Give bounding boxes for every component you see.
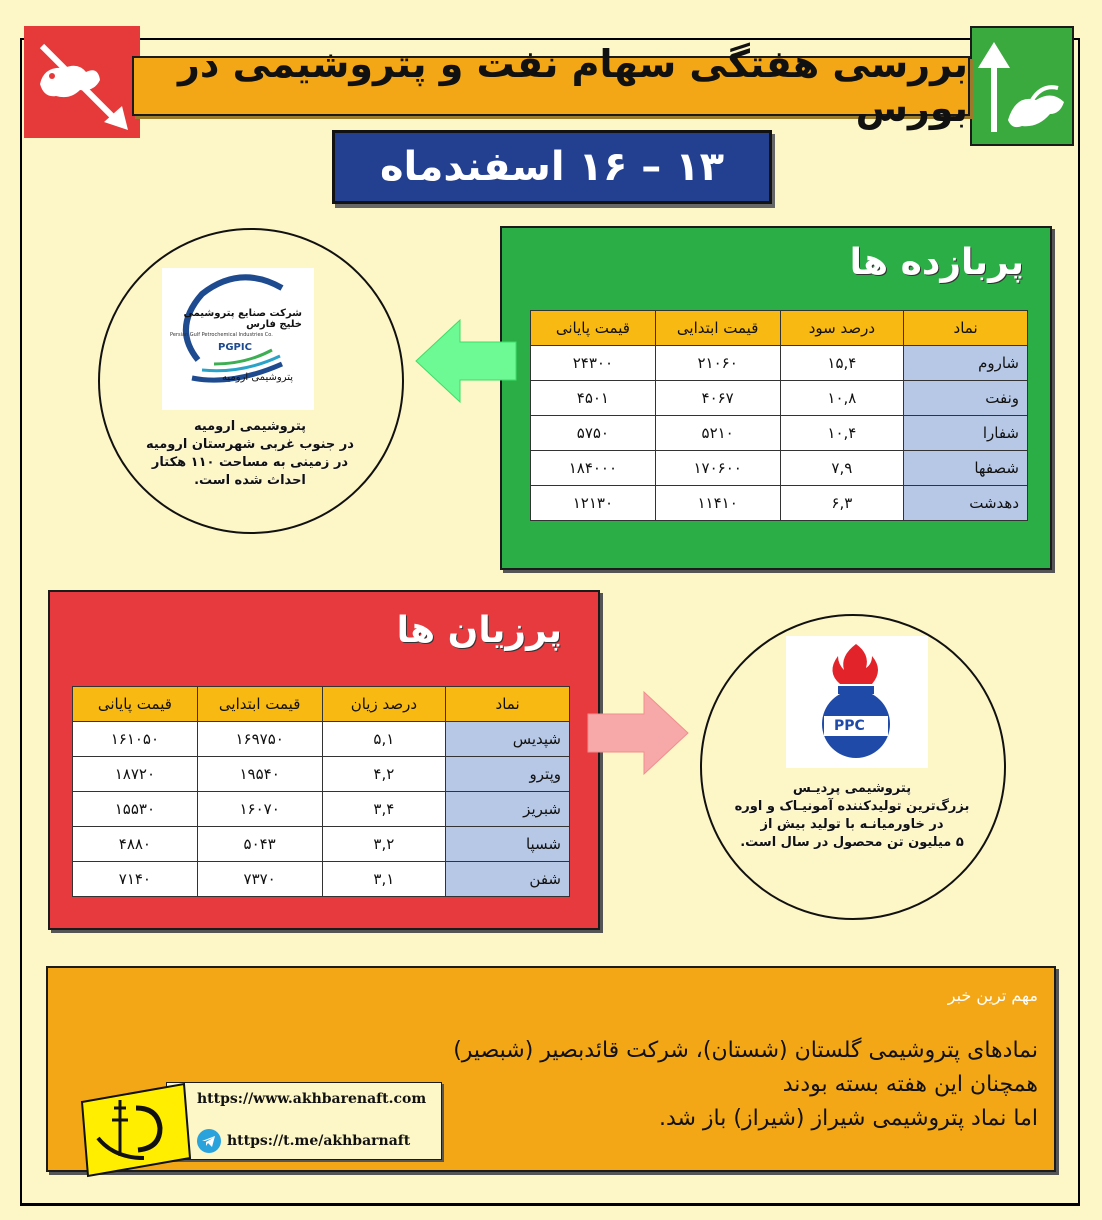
akhbarenaft-logo (74, 1078, 194, 1178)
table-row (73, 757, 570, 792)
gainers-title: پربازده ها (849, 242, 1024, 283)
cell-start-price: ۵۲۱۰ (655, 416, 780, 451)
column-header-symbol: نماد (446, 687, 570, 722)
date-range-bar (332, 130, 772, 204)
news-line: نمادهای پتروشیمی گلستان (شستان)، شرکت قائدبصیر (شبصیر) (453, 1038, 1038, 1063)
pgpic-logo-abbr: PGPIC (218, 342, 252, 353)
caption-line: بزرگ‌ترین تولیدکننده آمونیـاک و اوره (734, 799, 970, 814)
cell-symbol: شبریز (446, 792, 570, 827)
table-row (73, 722, 570, 757)
cell-end-price: ۱۸۴۰۰۰ (531, 451, 656, 486)
feature-bottom-caption (724, 780, 980, 852)
cell-percent: ۴,۲ (322, 757, 446, 792)
cell-start-price: ۱۶۰۷۰ (197, 792, 322, 827)
page-title-bar (132, 42, 970, 130)
cell-start-price: ۱۹۵۴۰ (197, 757, 322, 792)
pgpic-logo-sub: پتروشیمی ارومیه (222, 372, 294, 383)
news-title: مهم ترین خبر (947, 986, 1038, 1005)
cell-end-price: ۵۷۵۰ (531, 416, 656, 451)
cell-end-price: ۴۸۸۰ (73, 827, 198, 862)
telegram-icon (197, 1129, 221, 1153)
cell-symbol: شفن (446, 862, 570, 897)
cell-percent: ۵,۱ (322, 722, 446, 757)
cell-symbol: وپترو (446, 757, 570, 792)
cell-percent: ۳,۱ (322, 862, 446, 897)
cell-percent: ۱۰,۸ (780, 381, 904, 416)
caption-line: در جنوب غربی شهرستان ارومیه (146, 437, 354, 452)
ppc-logo-abbr: PPC (834, 718, 865, 734)
cell-end-price: ۴۵۰۱ (531, 381, 656, 416)
news-line: همچنان این هفته بسته بودند (782, 1072, 1038, 1097)
cell-percent: ۳,۲ (322, 827, 446, 862)
cell-start-price: ۵۰۴۳ (197, 827, 322, 862)
losers-panel (48, 590, 600, 930)
gainers-table (530, 310, 1028, 521)
column-header-end-price: قیمت پایانی (531, 311, 656, 346)
table-row (73, 862, 570, 897)
ppc-logo (786, 636, 928, 768)
cell-start-price: ۲۱۰۶۰ (655, 346, 780, 381)
cell-symbol: شپدیس (446, 722, 570, 757)
caption-line: پتروشیمی پردیـس (792, 781, 912, 796)
cell-percent: ۶,۳ (780, 486, 904, 521)
cell-end-price: ۱۵۵۳۰ (73, 792, 198, 827)
column-header-start-price: قیمت ابتدایی (655, 311, 780, 346)
table-row (531, 346, 1028, 381)
cell-percent: ۷,۹ (780, 451, 904, 486)
cell-symbol: ونفت (904, 381, 1028, 416)
column-header-start-price: قیمت ابتدایی (197, 687, 322, 722)
cell-start-price: ۱۷۰۶۰۰ (655, 451, 780, 486)
page-title: بررسی هفتگی سهام نفت و پتروشیمی در بورس (178, 42, 968, 130)
table-row (73, 792, 570, 827)
cell-end-price: ۷۱۴۰ (73, 862, 198, 897)
caption-line: ۵ میلیون تن محصول در سال است. (740, 835, 964, 850)
telegram-link[interactable]: https://t.me/akhbarnaft (227, 1133, 411, 1149)
table-row (73, 827, 570, 862)
news-line: اما نماد پتروشیمی شیراز (شیراز) باز شد. (658, 1106, 1038, 1131)
pgpic-logo-text-en: Persian Gulf Petrochemical Industries Co. (170, 332, 273, 338)
gainers-panel (500, 226, 1052, 570)
caption-line: احداث شده است. (194, 473, 306, 488)
caption-line: در زمینی به مساحت ۱۱۰ هکتار (151, 455, 349, 470)
cell-start-price: ۱۶۹۷۵۰ (197, 722, 322, 757)
feature-top-caption (130, 418, 370, 490)
losers-title: پرزیان ها (396, 610, 562, 651)
losers-table (72, 686, 570, 897)
arrow-right-icon (586, 690, 690, 776)
cell-percent: ۳,۴ (322, 792, 446, 827)
cell-end-price: ۱۶۱۰۵۰ (73, 722, 198, 757)
cell-symbol: شسپا (446, 827, 570, 862)
pgpic-logo-graphic (162, 268, 314, 410)
column-header-symbol: نماد (904, 311, 1028, 346)
ppc-logo-graphic (786, 636, 928, 768)
column-header-percent: درصد سود (780, 311, 904, 346)
cell-start-price: ۴۰۶۷ (655, 381, 780, 416)
losers-header-row (73, 687, 570, 722)
pgpic-logo (162, 268, 314, 410)
cell-symbol: دهدشت (904, 486, 1028, 521)
cell-end-price: ۱۸۷۲۰ (73, 757, 198, 792)
cell-end-price: ۱۲۱۳۰ (531, 486, 656, 521)
website-link[interactable]: https://www.akhbarenaft.com (197, 1091, 427, 1107)
cell-end-price: ۲۴۳۰۰ (531, 346, 656, 381)
caption-line: در خاورمیانـه با تولید بیش از (760, 817, 944, 832)
cell-percent: ۱۰,۴ (780, 416, 904, 451)
table-row (531, 416, 1028, 451)
gainers-header-row (531, 311, 1028, 346)
cell-symbol: شفارا (904, 416, 1028, 451)
table-row (531, 381, 1028, 416)
cell-symbol: شصفها (904, 451, 1028, 486)
pgpic-logo-text-fa: شرکت صنایع پتروشیمی خلیج فارس (183, 308, 302, 330)
date-range: ۱۳ – ۱۶ اسفندماه (379, 144, 725, 190)
bull-up-box (970, 26, 1074, 146)
cell-symbol: شاروم (904, 346, 1028, 381)
bear-down-box (24, 26, 140, 138)
bear-down-icon (24, 26, 140, 138)
table-row (531, 451, 1028, 486)
column-header-end-price: قیمت پایانی (73, 687, 198, 722)
cell-percent: ۱۵,۴ (780, 346, 904, 381)
table-row (531, 486, 1028, 521)
cell-start-price: ۱۱۴۱۰ (655, 486, 780, 521)
column-header-percent: درصد زیان (322, 687, 446, 722)
caption-line: پتروشیمی ارومیه (193, 419, 307, 434)
arrow-left-icon (414, 318, 518, 404)
bull-up-icon (972, 28, 1072, 144)
links-box (166, 1082, 442, 1160)
cell-start-price: ۷۳۷۰ (197, 862, 322, 897)
